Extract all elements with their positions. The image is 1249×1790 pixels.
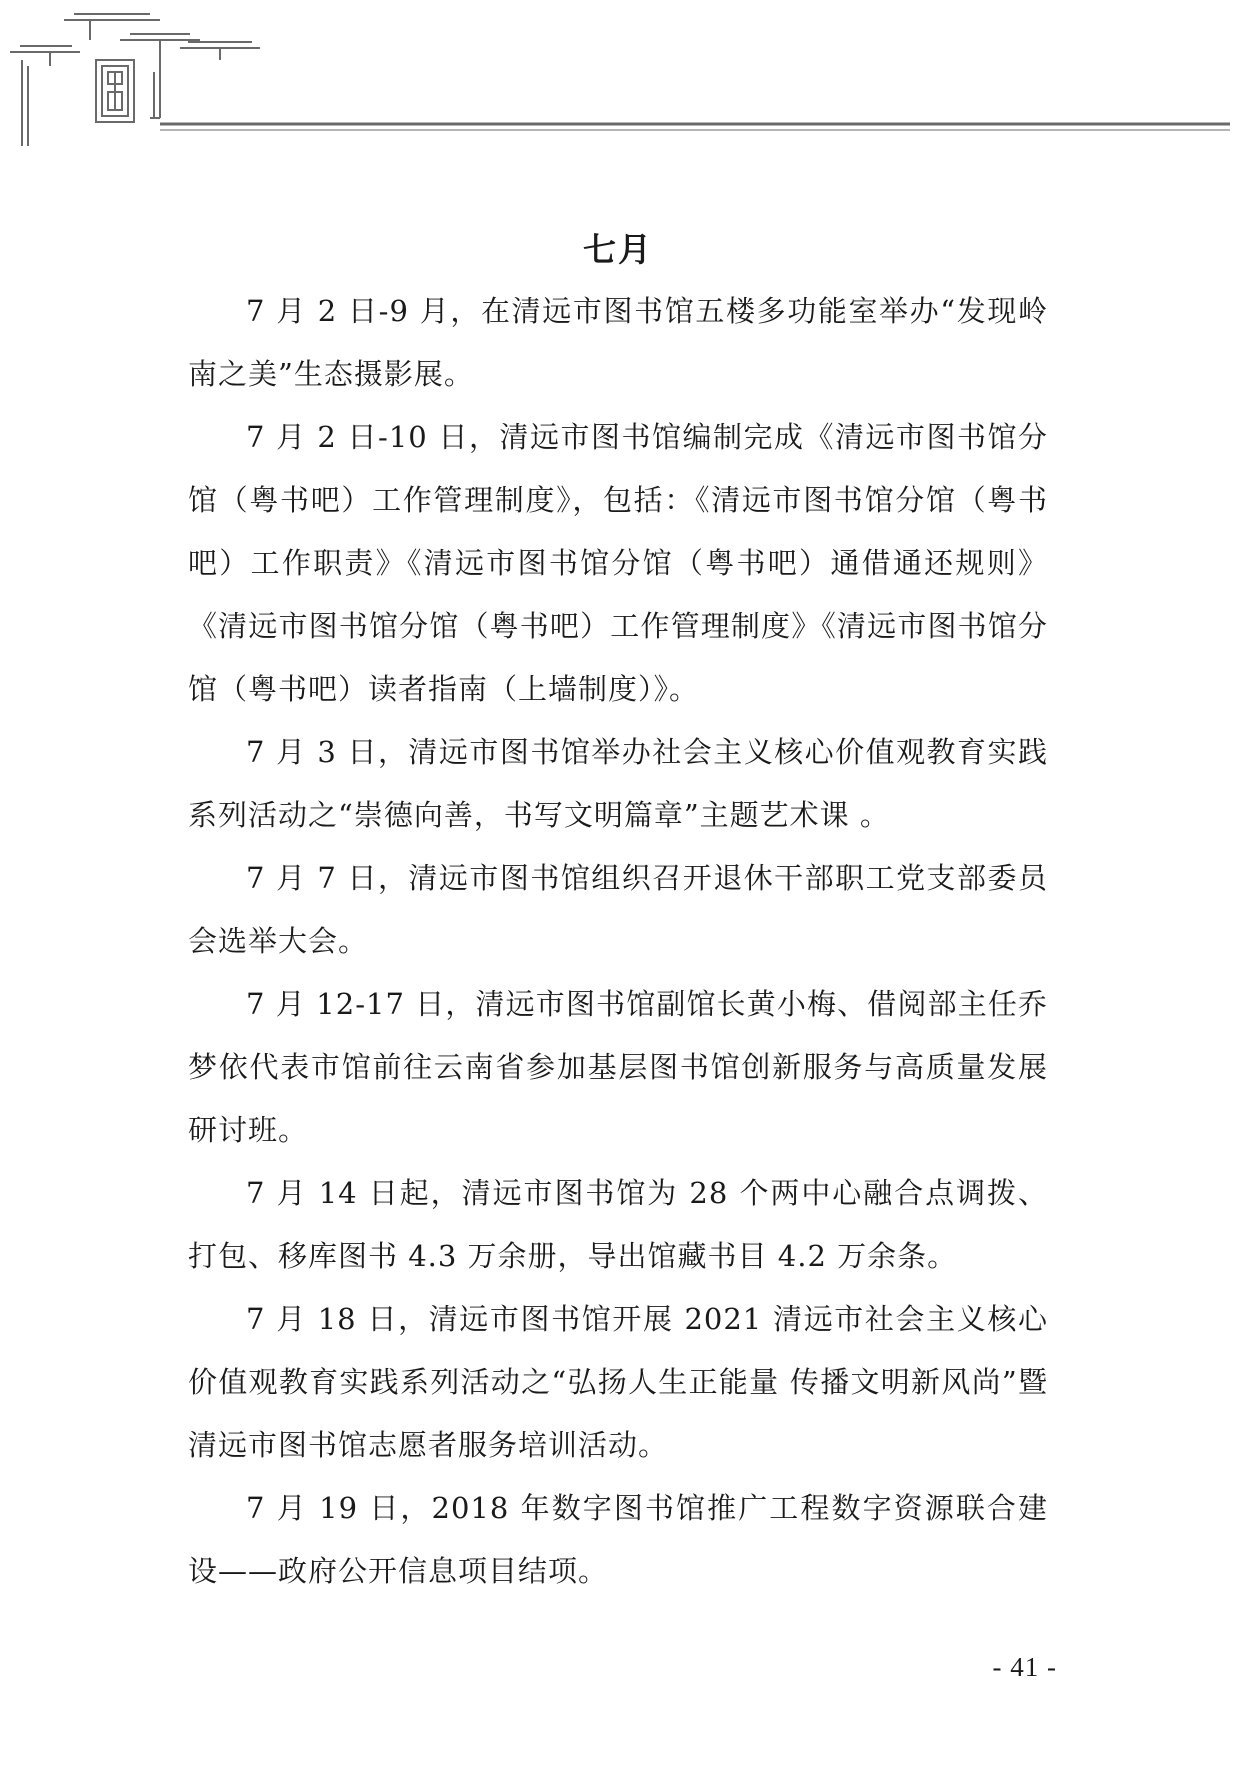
- paragraph: 7 月 7 日，清远市图书馆组织召开退休干部职工党支部委员会选举大会。: [188, 861, 1048, 958]
- lattice-window-icon: [96, 60, 134, 122]
- header-ornament: [0, 0, 1249, 160]
- section-title: 七月: [583, 230, 653, 269]
- paragraph: 7 月 19 日，2018 年数字图书馆推广工程数字资源联合建设——政府公开信息项目结项。: [188, 1491, 1048, 1588]
- paragraph: 7 月 3 日，清远市图书馆举办社会主义核心价值观教育实践系列活动之“崇德向善，书写文明篇章”主题艺术课 。: [188, 735, 1048, 832]
- paragraph: 7 月 2 日-9 月，在清远市图书馆五楼多功能室举办“发现岭南之美”生态摄影展。: [188, 294, 1048, 391]
- page-content: [188, 224, 1048, 1603]
- paragraph: 7 月 14 日起，清远市图书馆为 28 个两中心融合点调拨、打包、移库图书 4.3 万余册，导出馆藏书目 4.2 万余条。: [188, 1176, 1048, 1273]
- paragraph: 7 月 18 日，清远市图书馆开展 2021 清远市社会主义核心价值观教育实践系列活动之“弘扬人生正能量 传播文明新风尚”暨清远市图书馆志愿者服务培训活动。: [188, 1302, 1048, 1462]
- page-number: - 41 -: [992, 1652, 1057, 1682]
- paragraph: 7 月 2 日-10 日，清远市图书馆编制完成《清远市图书馆分馆（粤书吧）工作管理制度》，包括：《清远市图书馆分馆（粤书吧）工作职责》《清远市图书馆分馆（粤书吧）通借通还规则》《清远市图书馆分馆（粤书吧）工作管理制度》《清远市图书馆分馆（粤书吧）读者指南（上墙制度）》。: [188, 420, 1048, 706]
- paragraph: 7 月 12-17 日，清远市图书馆副馆长黄小梅、借阅部主任乔梦依代表市馆前往云南省参加基层图书馆创新服务与高质量发展研讨班。: [188, 987, 1048, 1147]
